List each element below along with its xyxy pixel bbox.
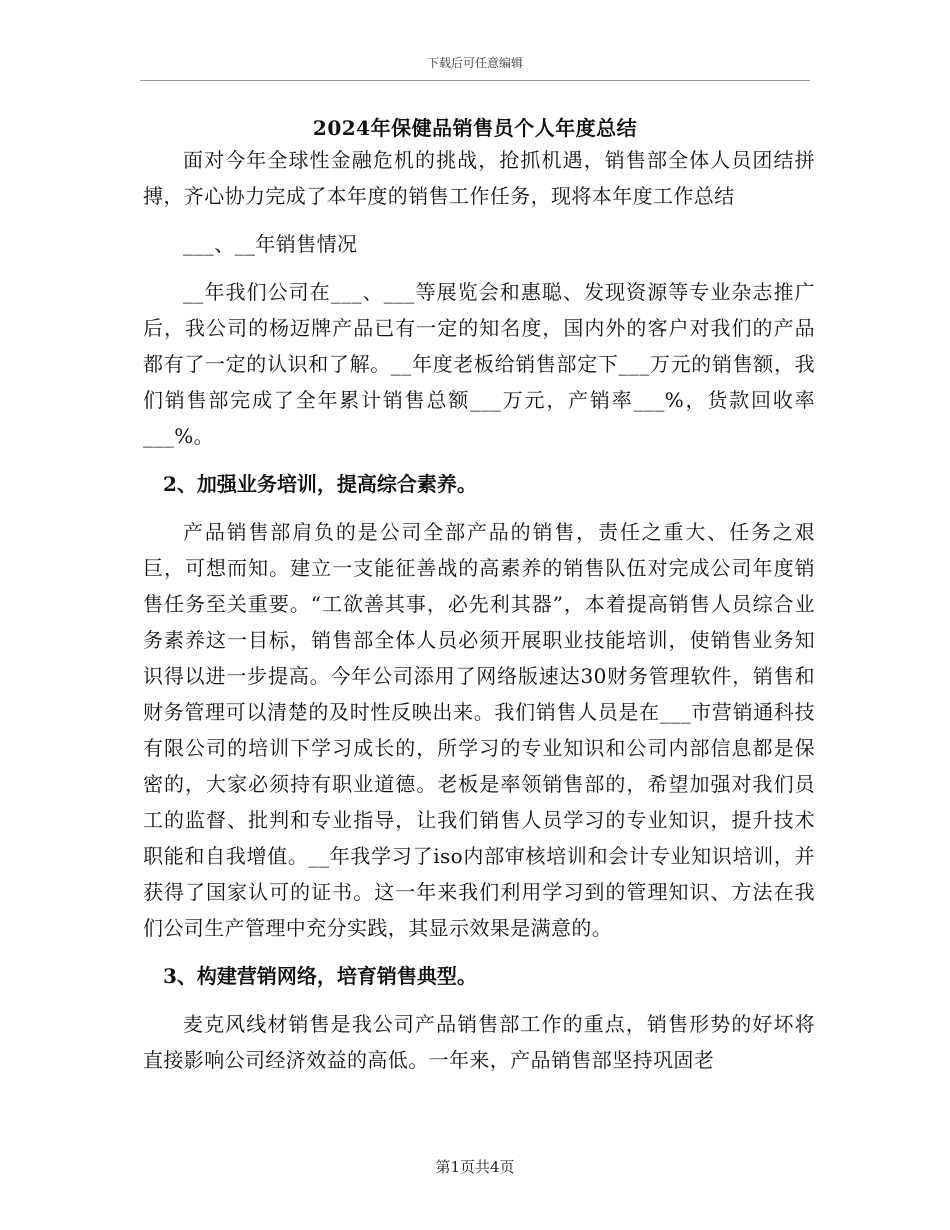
section-2-heading: 2、加强业务培训，提高综合素养。 — [163, 472, 477, 496]
section-1-body: __年我们公司在___、___等展览会和惠聪、发现资源等专业杂志推广后，我公司的杨迈牌产品已有一定的知名度，国内外的客户对我们的产品都有了一定的认识和了解。__年度老板给销售部定下___万元的销售额，我们销售部完成了全年累计销售总额___万元，产销率___%，货款回收率___%。 — [143, 280, 815, 448]
header-divider — [140, 80, 810, 81]
paragraph-gap — [143, 214, 815, 226]
paragraph-gap — [143, 262, 815, 274]
section-1-heading: ___、__年销售情况 — [183, 232, 358, 256]
document-body — [143, 142, 815, 1078]
paragraph-gap — [143, 994, 815, 1006]
section-3-heading: 3、构建营销网络，培育销售典型。 — [163, 964, 477, 988]
intro-paragraph: 面对今年全球性金融危机的挑战，抢抓机遇，销售部全体人员团结拼搏，齐心协力完成了本年度的销售工作任务，现将本年度工作总结 — [143, 148, 815, 208]
section-3-body: 麦克风线材销售是我公司产品销售部工作的重点，销售形势的好坏将直接影响公司经济效益的高低。一年来，产品销售部坚持巩固老 — [143, 1012, 815, 1072]
document-title: 2024年保健品销售员个人年度总结 — [312, 116, 638, 140]
page-number: 第1页共4页 — [435, 1158, 515, 1176]
header-note: 下载后可任意编辑 — [426, 56, 523, 70]
paragraph-gap — [143, 454, 815, 466]
section-2-body: 产品销售部肩负的是公司全部产品的销售，责任之重大、任务之艰巨，可想而知。建立一支能征善战的高素养的销售队伍对完成公司年度销售任务至关重要。“工欲善其事，必先利其器”，本着提高销售人员综合业务素养这一目标，销售部全体人员必须开展职业技能培训，使销售业务知识得以进一步提高。今年公司添用了网络版速达30财务管理软件，销售和财务管理可以清楚的及时性反映出来。我们销售人员是在___市营销通科技有限公司的培训下学习成长的，所学习的专业知识和公司内部信息都是保密的，大家必须持有职业道德。老板是率领销售部的，希望加强对我们员工的监督、批判和专业指导，让我们销售人员学习的专业知识，提升技术职能和自我增值。__年我学习了iso内部审核培训和会计专业知识培训，并获得了国家认可的证书。这一年来我们利用学习到的管理知识、方法在我们公司生产管理中充分实践，其显示效果是满意的。 — [143, 520, 815, 940]
paragraph-gap — [143, 502, 815, 514]
paragraph-gap — [143, 946, 815, 958]
